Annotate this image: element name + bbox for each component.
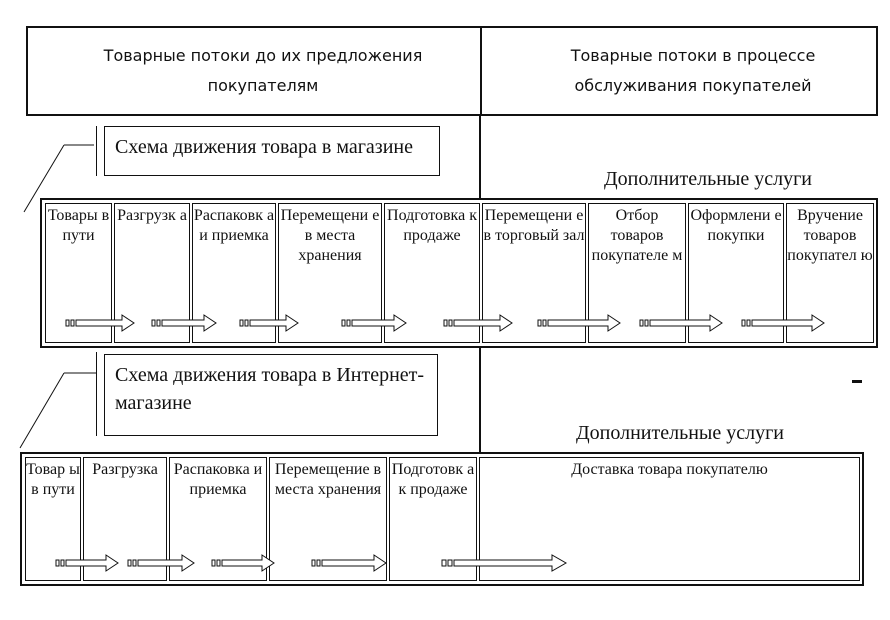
header-divider xyxy=(480,28,482,114)
store-arrow-3 xyxy=(240,315,298,331)
store-step-2-label: Разгрузк а xyxy=(117,207,187,224)
store-arrow-1 xyxy=(66,315,134,331)
online-arrow-2 xyxy=(128,555,194,571)
online-arrow-3 xyxy=(212,555,274,571)
online-step-2-label: Разгрузка xyxy=(92,461,158,478)
store-arrow-2 xyxy=(152,315,216,331)
store-arrow-4 xyxy=(342,315,406,331)
header-left-title: Товарные потоки до их предложения покупателям xyxy=(103,46,423,95)
store-step-5-label: Подготовка к продаже xyxy=(387,207,477,244)
online-delivery-label: Доставка товара покупателю xyxy=(571,461,768,478)
online-extra-services: Дополнительные услуги xyxy=(576,422,784,444)
store-arrow-8 xyxy=(742,315,824,331)
store-step-7-label: Отбор товаров покупателе м xyxy=(591,207,683,264)
store-arrow-6 xyxy=(538,315,620,331)
online-step-4-label: Перемещение в места хранения xyxy=(274,461,382,498)
store-scheme-title xyxy=(104,126,440,176)
store-step-4-label: Перемещени е в места хранения xyxy=(280,207,380,264)
online-step-3-label: Распаковка и приемка xyxy=(173,461,263,498)
store-step-9-label: Вручение товаров покупател ю xyxy=(787,207,873,264)
store-arrow-7 xyxy=(640,315,722,331)
store-arrow-5 xyxy=(444,315,512,331)
store-flow-arrows xyxy=(0,306,890,346)
dash-mark xyxy=(852,380,862,383)
online-flow-arrows xyxy=(0,546,890,586)
online-scheme-title-text: Схема движения товара в Интернет-магазине xyxy=(115,364,425,414)
store-extra-services: Дополнительные услуги xyxy=(604,168,812,190)
store-step-6-label: Перемещени е в торговый зал xyxy=(483,207,585,244)
store-step-1-label: Товары в пути xyxy=(47,207,110,244)
online-step-5-label: Подготовк а к продаже xyxy=(391,461,475,498)
online-arrow-4 xyxy=(312,555,386,571)
header-right-title: Товарные потоки в процессе обслуживания покупателей xyxy=(570,46,816,95)
center-divider-middle xyxy=(479,346,481,452)
store-scheme-title-text: Схема движения товара в магазине xyxy=(115,136,413,158)
center-divider-top xyxy=(479,116,481,200)
header-table xyxy=(26,26,878,116)
online-scheme-title xyxy=(104,354,438,436)
online-arrow-5 xyxy=(442,555,566,571)
online-step-1-label: Товар ы в пути xyxy=(26,461,80,498)
online-arrow-1 xyxy=(56,555,118,571)
store-step-3-label: Распаковк а и приемка xyxy=(193,207,275,244)
store-step-8-label: Оформлени е покупки xyxy=(690,207,782,244)
